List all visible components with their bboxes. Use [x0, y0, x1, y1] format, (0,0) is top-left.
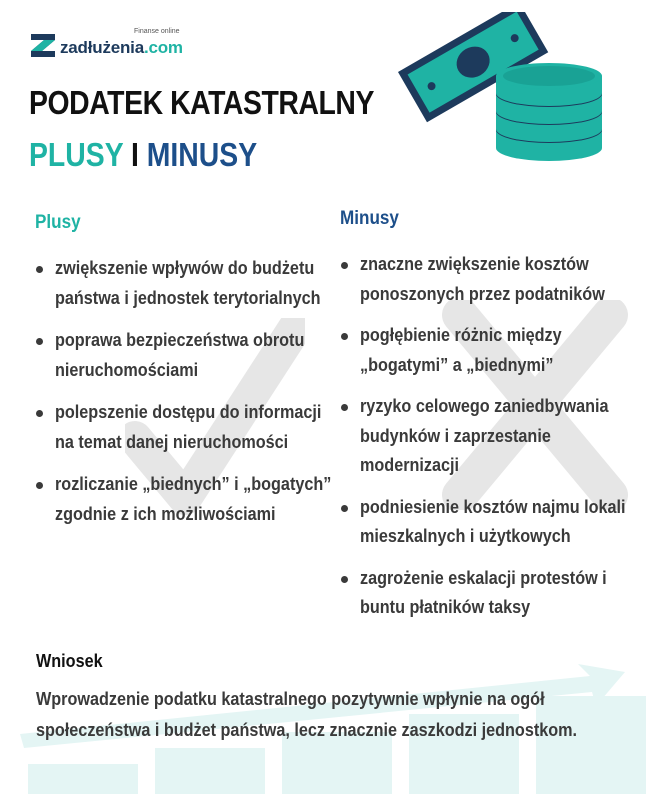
list-item-text: rozliczanie „biednych” i „bogatych” zgodnie z ich możliwościami: [55, 474, 332, 524]
subtitle-minus: MINUSY: [146, 136, 258, 173]
list-item: [340, 321, 645, 380]
plus-heading: Plusy: [35, 212, 81, 233]
conclusion-heading: Wniosek: [36, 651, 103, 671]
list-item: [35, 470, 335, 529]
list-item: [340, 564, 645, 623]
page-title: PODATEK KATASTRALNY: [29, 84, 374, 121]
logo-tagline: Finanse online: [134, 28, 180, 35]
list-item: [340, 493, 645, 552]
list-item-text: podniesienie kosztów najmu lokali mieszkalnych i użytkowych: [360, 496, 626, 546]
plus-column: [35, 212, 335, 542]
logo-wordmark-suffix: .com: [143, 38, 183, 57]
minus-column: [340, 208, 645, 635]
list-item: [35, 398, 335, 457]
logo-z-icon: [30, 32, 56, 58]
list-item-text: zagrożenie eskalacji protestów i buntu płatników taksy: [360, 567, 607, 617]
page-subtitle: [29, 136, 257, 174]
minus-list: [340, 250, 645, 623]
list-item-text: poprawa bezpieczeństwa obrotu nieruchomościami: [55, 330, 305, 380]
plus-list: [35, 254, 335, 529]
list-item: [340, 250, 645, 309]
site-logo[interactable]: [30, 28, 190, 64]
logo-wordmark-main: zadłużenia: [60, 38, 144, 57]
list-item-text: polepszenie dostępu do informacji na temat danej nieruchomości: [55, 402, 322, 452]
list-item-text: ryzyko celowego zaniedbywania budynków i zaprzestanie modernizacji: [360, 396, 609, 475]
conclusion-text: Wprowadzenie podatku katastralnego pozytywnie wpłynie na ogół społeczeństwa i budżet państwa, lecz znacznie zaszkodzi jednostkom.: [36, 689, 578, 740]
list-item-text: znaczne zwiększenie kosztów ponoszonych przez podatników: [360, 254, 605, 304]
logo-wordmark: [60, 38, 183, 58]
subtitle-separator: I: [131, 136, 139, 173]
list-item: [340, 392, 645, 481]
list-item: [35, 254, 335, 313]
list-item-text: pogłębienie różnic między „bogatymi” a „biednymi”: [360, 325, 562, 375]
money-stack-icon: [398, 12, 618, 162]
subtitle-plus: PLUSY: [29, 136, 124, 173]
list-item-text: zwiększenie wpływów do budżetu państwa i jednostek terytorialnych: [55, 258, 321, 308]
minus-heading: Minusy: [340, 208, 399, 229]
list-item: [35, 326, 335, 385]
